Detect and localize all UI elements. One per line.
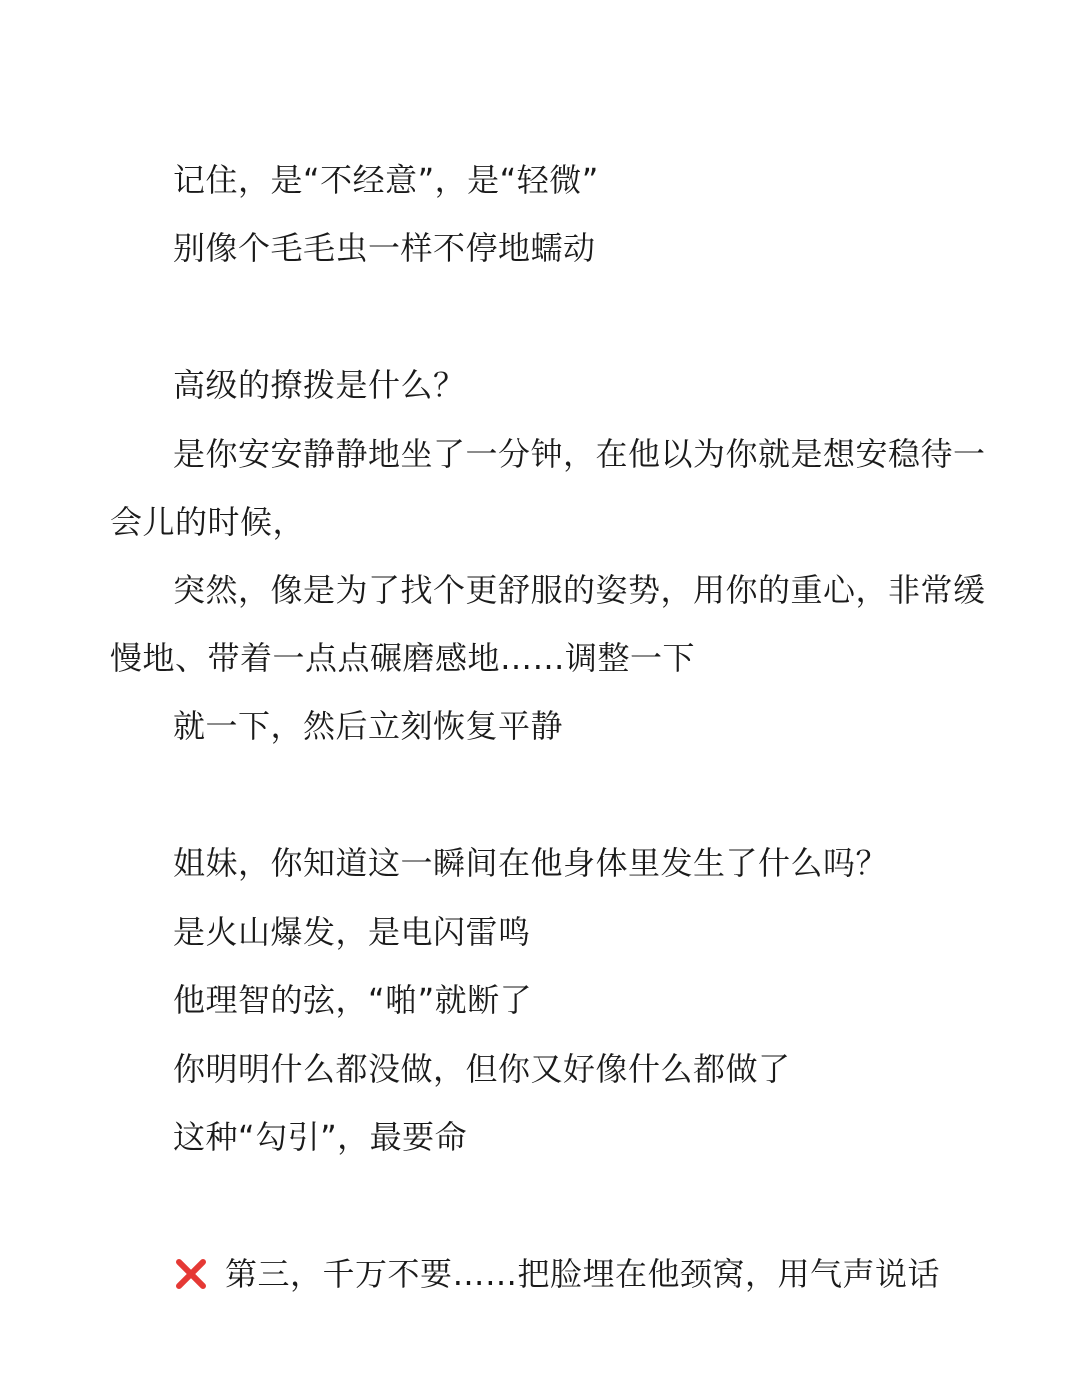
paragraph-line: 就一下，然后立刻恢复平静 — [173, 707, 564, 745]
paragraph-line: 是你安安静静地坐了一分钟，在他以为你就是想安稳待一 — [173, 435, 986, 473]
paragraph-line: 他理智的弦，“啪”就断了 — [173, 981, 533, 1019]
paragraph-line: 是火山爆发，是电闪雷鸣 — [173, 913, 531, 951]
final-item-text: 第三，千万不要……把脸埋在他颈窝，用气声说话 — [225, 1255, 941, 1293]
final-item — [175, 1254, 940, 1294]
paragraph-line: 别像个毛毛虫一样不停地蠕动 — [173, 229, 596, 267]
red-cross-mark-icon — [175, 1258, 207, 1290]
paragraph-line: 这种“勾引”，最要命 — [173, 1118, 468, 1156]
paragraph-line: 慢地、带着一点点碾磨感地……调整一下 — [110, 639, 696, 677]
paragraph-line: 你明明什么都没做，但你又好像什么都做了 — [173, 1050, 791, 1088]
paragraph-line: 突然，像是为了找个更舒服的姿势，用你的重心，非常缓 — [173, 571, 986, 609]
paragraph-line: 姐妹，你知道这一瞬间在他身体里发生了什么吗？ — [173, 844, 889, 882]
paragraph-line: 记住，是“不经意”，是“轻微” — [173, 161, 599, 199]
paragraph-line: 会儿的时候， — [110, 503, 306, 541]
paragraph-line: 高级的撩拨是什么？ — [173, 366, 466, 404]
